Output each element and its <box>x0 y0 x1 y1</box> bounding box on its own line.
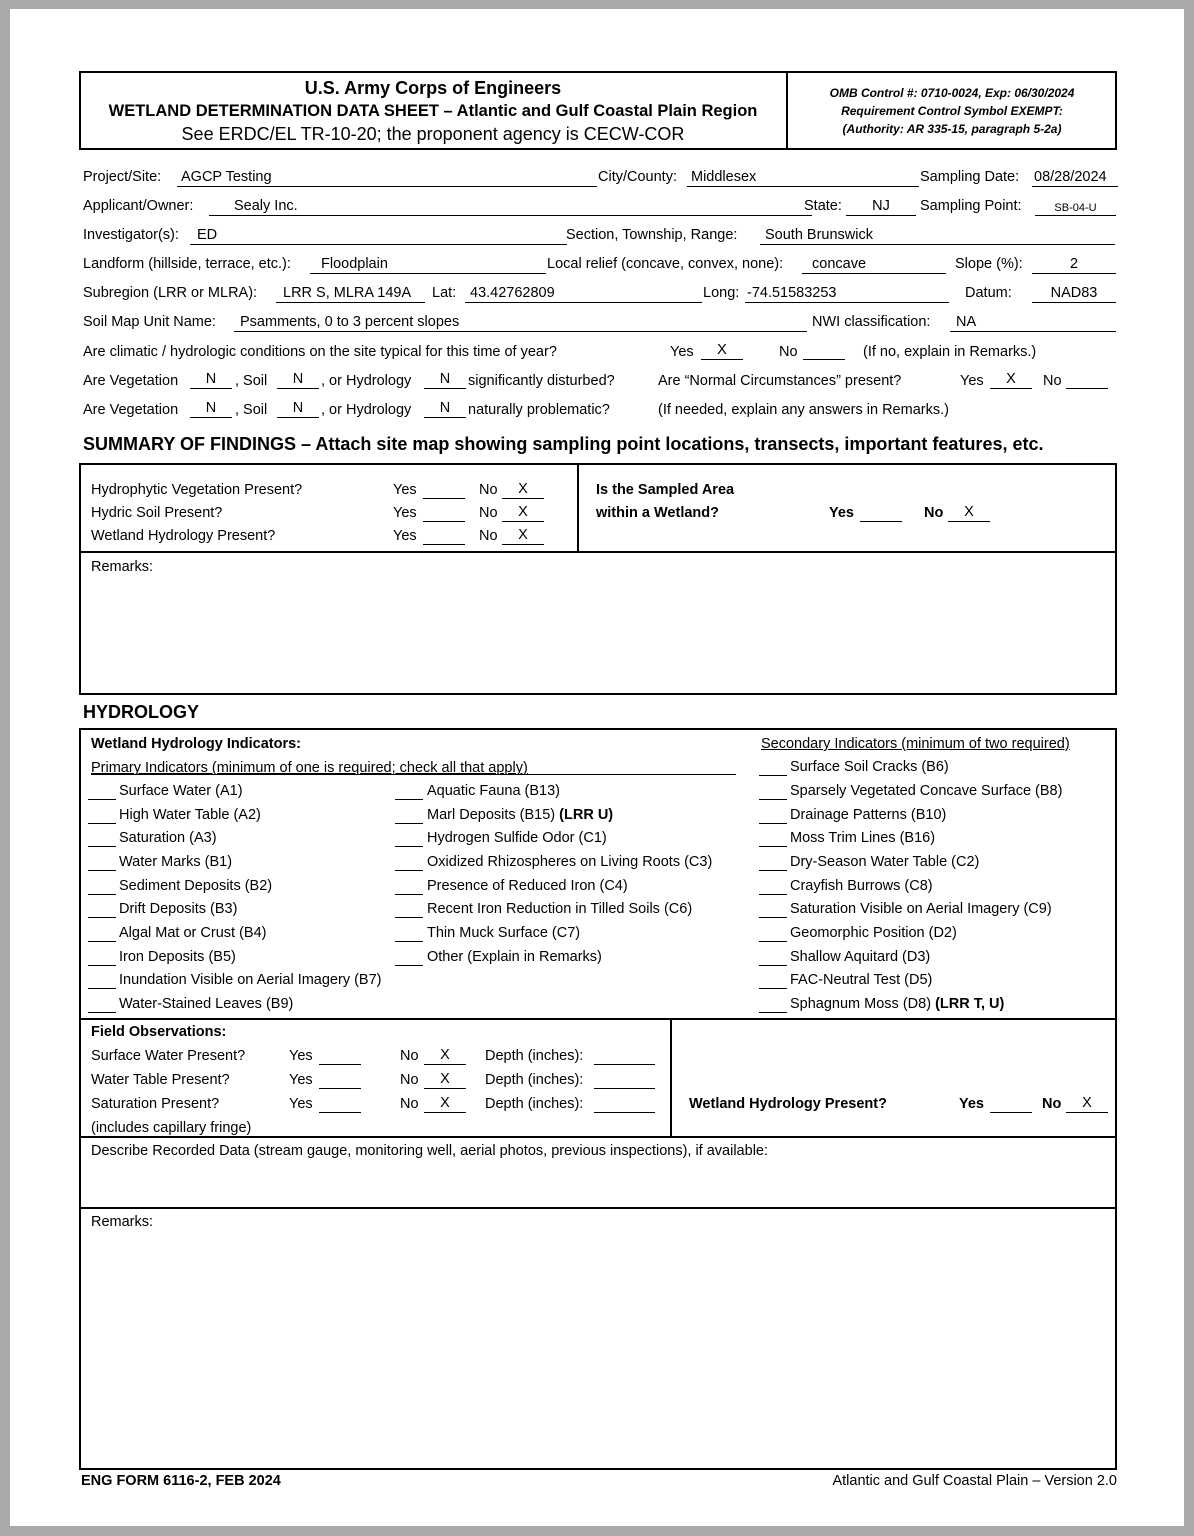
indicators-label: Wetland Hydrology Indicators: <box>91 736 302 752</box>
summary-no-check[interactable]: X <box>502 503 544 522</box>
vegetation-label-1: Are Vegetation <box>83 373 179 389</box>
climatic-no-check[interactable] <box>803 341 845 360</box>
normal-yes-check[interactable]: X <box>990 370 1032 389</box>
summary-divider <box>577 464 579 552</box>
indicator-label <box>427 806 613 824</box>
indicator-label: Thin Muck Surface (C7) <box>427 925 581 941</box>
capillary-fringe-note: (includes capillary fringe) <box>91 1120 252 1136</box>
date-value[interactable]: 08/28/2024 <box>1032 168 1118 187</box>
indicator-label: Moss Trim Lines (B16) <box>790 830 936 846</box>
form-id: ENG FORM 6116-2, FEB 2024 <box>81 1473 281 1489</box>
observation-label: Surface Water Present? <box>91 1048 246 1064</box>
summary-row-label: Hydrophytic Vegetation Present? <box>91 482 303 498</box>
indicator-label: Shallow Aquitard (D3) <box>790 949 931 965</box>
investigator-label: Investigator(s): <box>83 227 179 243</box>
indicator-label: Surface Water (A1) <box>119 783 243 799</box>
normal-yes-label: Yes <box>960 373 984 389</box>
sampling-point-label: Sampling Point: <box>920 198 1022 214</box>
indicator-label <box>790 995 1004 1013</box>
hydrology-label-2: , or Hydrology <box>321 402 412 418</box>
naturally-problematic-label: naturally problematic? <box>468 402 610 418</box>
date-label: Sampling Date: <box>920 169 1020 185</box>
disturbed-soil[interactable]: N <box>277 370 319 389</box>
disturbed-vegetation[interactable]: N <box>190 370 232 389</box>
summary-no-check[interactable]: X <box>502 480 544 499</box>
climatic-yes-check[interactable]: X <box>701 341 743 360</box>
checkbox-other[interactable] <box>395 949 423 966</box>
significantly-disturbed-label: significantly disturbed? <box>468 373 615 389</box>
checkbox-aquatic-fauna[interactable] <box>395 783 423 800</box>
checkbox-fac-neutral[interactable] <box>759 972 787 989</box>
checkbox-moss-trim-lines[interactable] <box>759 830 787 847</box>
wh-no-check[interactable]: X <box>1066 1094 1108 1113</box>
form-version: Atlantic and Gulf Coastal Plain – Version 2.0 <box>832 1473 1117 1489</box>
header-divider <box>786 72 788 149</box>
observation-no-check[interactable]: X <box>424 1046 466 1065</box>
climatic-note: (If no, explain in Remarks.) <box>863 344 1037 360</box>
observation-yes-label: Yes <box>289 1072 313 1088</box>
checkbox-surface-soil-cracks[interactable] <box>759 759 787 776</box>
sampled-yes-label: Yes <box>829 505 854 521</box>
checkbox-saturation[interactable] <box>88 830 116 847</box>
relief-label: Local relief (concave, convex, none): <box>547 256 784 272</box>
normal-no-label: No <box>1043 373 1062 389</box>
reference-line: See ERDC/EL TR-10-20; the proponent agency is CECW-COR <box>181 124 685 144</box>
slope-value[interactable]: 2 <box>1032 255 1116 274</box>
primary-rule <box>91 774 736 775</box>
indicator-label: Sediment Deposits (B2) <box>119 878 273 894</box>
applicant-label: Applicant/Owner: <box>83 198 194 214</box>
indicator-label: Crayfish Burrows (C8) <box>790 878 933 894</box>
observation-no-label: No <box>400 1072 419 1088</box>
checkbox-surface-water[interactable] <box>88 783 116 800</box>
project-label: Project/Site: <box>83 169 162 185</box>
checkbox-saturation-visible[interactable] <box>759 901 787 918</box>
checkbox-crayfish-burrows[interactable] <box>759 878 787 895</box>
primary-indicators-label: Primary Indicators (minimum of one is required; check all that apply) <box>91 760 528 776</box>
checkbox-water-stained-leaves[interactable] <box>88 996 116 1013</box>
datum-value[interactable]: NAD83 <box>1032 284 1116 303</box>
summary-no-label: No <box>479 482 498 498</box>
observation-no-label: No <box>400 1096 419 1112</box>
data-sheet-page <box>10 9 1184 1526</box>
summary-no-label: No <box>479 528 498 544</box>
observation-yes-check[interactable] <box>319 1070 361 1089</box>
hydrology-remarks-rule <box>80 1207 1116 1209</box>
str-value[interactable]: South Brunswick <box>760 226 1115 245</box>
depth-input[interactable] <box>594 1070 655 1089</box>
indicator-label: Iron Deposits (B5) <box>119 949 236 965</box>
summary-heading: SUMMARY OF FINDINGS – Attach site map showing sampling point locations, transects, important features, etc. <box>83 434 1044 454</box>
summary-row-label: Hydric Soil Present? <box>91 505 223 521</box>
sampled-area-question: Is the Sampled Area <box>596 482 735 498</box>
str-label: Section, Township, Range: <box>566 227 738 243</box>
indicator-label: Saturation (A3) <box>119 830 217 846</box>
depth-label: Depth (inches): <box>485 1048 584 1064</box>
soil-map-label: Soil Map Unit Name: <box>83 314 216 330</box>
landform-label: Landform (hillside, terrace, etc.): <box>83 256 291 272</box>
recorded-data-label: Describe Recorded Data (stream gauge, monitoring well, aerial photos, previous inspections), if available: <box>91 1143 769 1159</box>
checkbox-reduced-iron[interactable] <box>395 878 423 895</box>
checkbox-sediment-deposits[interactable] <box>88 878 116 895</box>
checkbox-marl-deposits[interactable] <box>395 807 423 824</box>
subregion-label: Subregion (LRR or MLRA): <box>83 285 258 301</box>
observation-yes-check[interactable] <box>319 1046 361 1065</box>
sampled-no-check[interactable]: X <box>948 503 990 522</box>
problematic-vegetation[interactable]: N <box>190 399 232 418</box>
hydrology-heading: HYDROLOGY <box>83 702 200 722</box>
requirement-symbol: Requirement Control Symbol EXEMPT: <box>841 104 1063 118</box>
city-value[interactable]: Middlesex <box>687 168 919 187</box>
secondary-indicators-label: Secondary Indicators (minimum of two required) <box>761 736 1070 752</box>
disturbed-hydrology[interactable]: N <box>424 370 466 389</box>
indicator-label: Recent Iron Reduction in Tilled Soils (C6) <box>427 901 693 917</box>
soil-map-value[interactable]: Psamments, 0 to 3 percent slopes <box>234 313 807 332</box>
subregion-value[interactable]: LRR S, MLRA 149A <box>276 284 425 303</box>
climatic-question: Are climatic / hydrologic conditions on the site typical for this time of year? <box>83 344 557 360</box>
soil-label-1: , Soil <box>235 373 268 389</box>
indicator-label: Aquatic Fauna (B13) <box>427 783 560 799</box>
indicator-label: Sparsely Vegetated Concave Surface (B8) <box>790 783 1063 799</box>
lat-value[interactable]: 43.42762809 <box>465 284 702 303</box>
wh-no-label: No <box>1042 1096 1062 1112</box>
nwi-label: NWI classification: <box>812 314 931 330</box>
checkbox-sphagnum-moss[interactable] <box>759 996 787 1013</box>
summary-yes-label: Yes <box>393 482 417 498</box>
summary-row-label: Wetland Hydrology Present? <box>91 528 276 544</box>
wetland-hydrology-present-label: Wetland Hydrology Present? <box>689 1096 887 1112</box>
sphagnum-region: (LRR T, U) <box>935 996 1005 1012</box>
checkbox-drainage-patterns[interactable] <box>759 807 787 824</box>
indicator-label: FAC-Neutral Test (D5) <box>790 972 933 988</box>
recorded-data-rule <box>80 1136 1116 1138</box>
relief-value[interactable]: concave <box>802 255 946 274</box>
explain-note: (If needed, explain any answers in Remarks.) <box>658 402 949 418</box>
marl-label: Marl Deposits (B15) <box>427 807 556 823</box>
lat-label: Lat: <box>432 285 457 301</box>
checkbox-shallow-aquitard[interactable] <box>759 949 787 966</box>
vegetation-label-2: Are Vegetation <box>83 402 179 418</box>
indicator-label: Algal Mat or Crust (B4) <box>119 925 267 941</box>
problematic-soil[interactable]: N <box>277 399 319 418</box>
checkbox-high-water-table[interactable] <box>88 807 116 824</box>
checkbox-inundation-visible[interactable] <box>88 972 116 989</box>
indicator-label: Surface Soil Cracks (B6) <box>790 759 949 775</box>
field-obs-divider <box>670 1019 672 1137</box>
summary-yes-check[interactable] <box>423 526 465 545</box>
checkbox-dry-season-water-table[interactable] <box>759 854 787 871</box>
field-observations-label: Field Observations: <box>91 1024 227 1040</box>
observation-no-label: No <box>400 1048 419 1064</box>
omb-control: OMB Control #: 0710-0024, Exp: 06/30/2024 <box>829 86 1075 100</box>
observation-label: Saturation Present? <box>91 1096 220 1112</box>
summary-no-check[interactable]: X <box>502 526 544 545</box>
agency-title: U.S. Army Corps of Engineers <box>304 78 562 98</box>
investigator-value[interactable]: ED <box>190 226 567 245</box>
checkbox-drift-deposits[interactable] <box>88 901 116 918</box>
climatic-no-label: No <box>779 344 798 360</box>
long-label: Long: <box>703 285 740 301</box>
long-value[interactable]: -74.51583253 <box>745 284 949 303</box>
wh-yes-check[interactable] <box>990 1094 1032 1113</box>
depth-input[interactable] <box>594 1046 655 1065</box>
hydrology-remarks-label: Remarks: <box>91 1214 154 1230</box>
summary-yes-check[interactable] <box>423 503 465 522</box>
observation-no-check[interactable]: X <box>424 1094 466 1113</box>
nwi-value[interactable]: NA <box>950 313 1116 332</box>
checkbox-thin-muck[interactable] <box>395 925 423 942</box>
indicator-label: Drainage Patterns (B10) <box>790 807 947 823</box>
climatic-yes-label: Yes <box>670 344 694 360</box>
indicator-label: Water Marks (B1) <box>119 854 233 870</box>
sphagnum-label: Sphagnum Moss (D8) <box>790 996 932 1012</box>
checkbox-hydrogen-sulfide[interactable] <box>395 830 423 847</box>
sampled-area-question-2: within a Wetland? <box>596 505 719 521</box>
observation-label: Water Table Present? <box>91 1072 230 1088</box>
checkbox-iron-reduction-tilled[interactable] <box>395 901 423 918</box>
soil-label-2: , Soil <box>235 402 268 418</box>
normal-circumstances-question: Are “Normal Circumstances” present? <box>658 373 902 389</box>
summary-remarks-label: Remarks: <box>91 559 154 575</box>
state-label: State: <box>804 198 842 214</box>
summary-yes-check[interactable] <box>423 480 465 499</box>
indicator-label: Hydrogen Sulfide Odor (C1) <box>427 830 607 846</box>
indicator-label: Other (Explain in Remarks) <box>427 949 602 965</box>
indicator-label: Oxidized Rhizospheres on Living Roots (C3) <box>427 854 713 870</box>
indicator-label: Geomorphic Position (D2) <box>790 925 957 941</box>
depth-label: Depth (inches): <box>485 1072 584 1088</box>
indicator-label: Presence of Reduced Iron (C4) <box>427 878 628 894</box>
summary-rule <box>80 551 1116 553</box>
form-title: WETLAND DETERMINATION DATA SHEET – Atlantic and Gulf Coastal Plain Region <box>108 102 758 120</box>
field-obs-rule <box>80 1018 1116 1020</box>
depth-label: Depth (inches): <box>485 1096 584 1112</box>
checkbox-water-marks[interactable] <box>88 854 116 871</box>
checkbox-sparsely-vegetated[interactable] <box>759 783 787 800</box>
indicator-label: Water-Stained Leaves (B9) <box>119 996 294 1012</box>
summary-yes-label: Yes <box>393 505 417 521</box>
problematic-hydrology[interactable]: N <box>424 399 466 418</box>
applicant-value[interactable]: Sealy Inc. <box>209 197 812 216</box>
observation-yes-label: Yes <box>289 1048 313 1064</box>
landform-value[interactable]: Floodplain <box>310 255 546 274</box>
marl-region: (LRR U) <box>559 807 614 823</box>
sampling-point-value[interactable]: SB-04-U <box>1035 197 1116 216</box>
slope-label: Slope (%): <box>955 256 1023 272</box>
indicator-label: Inundation Visible on Aerial Imagery (B7) <box>119 972 382 988</box>
authority: (Authority: AR 335-15, paragraph 5-2a) <box>842 122 1062 136</box>
observation-no-check[interactable]: X <box>424 1070 466 1089</box>
project-value[interactable]: AGCP Testing <box>177 168 597 187</box>
indicator-label: Saturation Visible on Aerial Imagery (C9) <box>790 901 1052 917</box>
normal-no-check[interactable] <box>1066 370 1108 389</box>
checkbox-geomorphic-position[interactable] <box>759 925 787 942</box>
wh-yes-label: Yes <box>959 1096 984 1112</box>
checkbox-iron-deposits[interactable] <box>88 949 116 966</box>
indicator-label: Drift Deposits (B3) <box>119 901 238 917</box>
depth-input[interactable] <box>594 1094 655 1113</box>
summary-no-label: No <box>479 505 498 521</box>
city-label: City/County: <box>598 169 677 185</box>
sampled-no-label: No <box>924 505 944 521</box>
summary-yes-label: Yes <box>393 528 417 544</box>
indicator-label: High Water Table (A2) <box>119 807 261 823</box>
indicator-label: Dry-Season Water Table (C2) <box>790 854 980 870</box>
checkbox-algal-mat[interactable] <box>88 925 116 942</box>
observation-yes-label: Yes <box>289 1096 313 1112</box>
observation-yes-check[interactable] <box>319 1094 361 1113</box>
hydrology-label-1: , or Hydrology <box>321 373 412 389</box>
state-value[interactable]: NJ <box>846 197 916 216</box>
datum-label: Datum: <box>965 285 1012 301</box>
checkbox-oxidized-rhizospheres[interactable] <box>395 854 423 871</box>
sampled-yes-check[interactable] <box>860 503 902 522</box>
